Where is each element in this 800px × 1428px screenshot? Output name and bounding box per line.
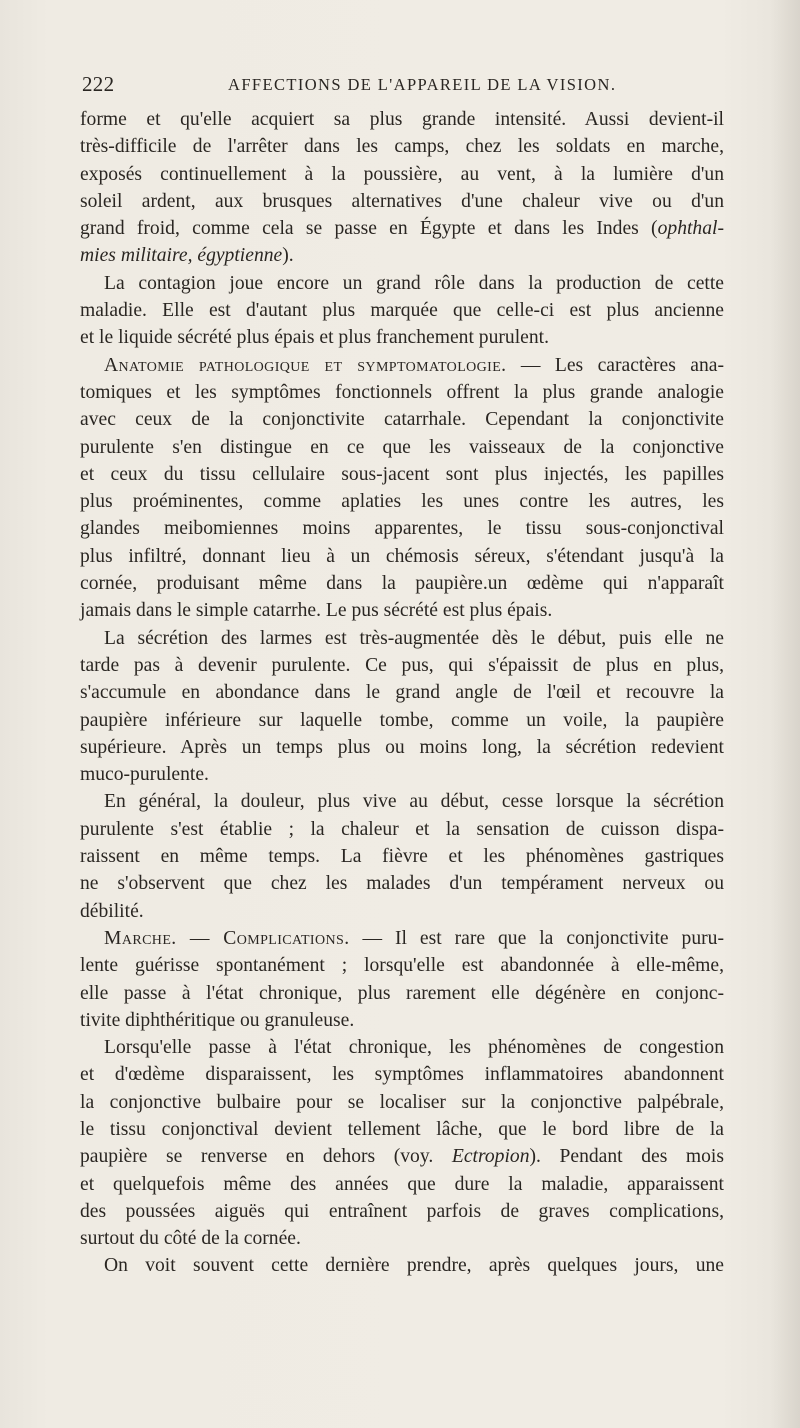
text-line: jamais dans le simple catarrhe. Le pus sécrété est plus épais. <box>80 600 553 622</box>
text-line: soleil ardent, aux brusques alternatives d'une chaleur vive ou d'un <box>80 190 724 212</box>
text-line: la conjonctive bulbaire pour se localiser sur la conjonctive palpébrale, <box>80 1091 724 1113</box>
text-line: tomiques et les symptômes fonctionnels offrent la plus grande analogie <box>80 381 724 403</box>
text-line <box>80 352 724 379</box>
text-line: et ceux du tissu cellulaire sous-jacent sont plus injectés, les papilles <box>80 463 724 485</box>
body-text <box>80 106 724 1280</box>
text-line: tivite diphthéritique ou granuleuse. <box>80 1009 355 1031</box>
text-line: le tissu conjonctival devient tellement lâche, que le bord libre de la <box>80 1118 724 1140</box>
text-line: glandes meibomiennes moins apparentes, le tissu sous-conjonctival <box>80 518 724 540</box>
text-line: exposés continuellement à la poussière, au vent, à la lumière d'un <box>80 163 724 185</box>
text-line: des poussées aiguës qui entraînent parfois de graves complications, <box>80 1200 724 1222</box>
text-line: surtout du côté de la cornée. <box>80 1228 301 1250</box>
page-header <box>82 72 722 102</box>
text-line <box>80 215 724 242</box>
text-line: débilité. <box>80 900 144 922</box>
text-line: et d'œdème disparaissent, les symptômes inflammatoires abandonnent <box>80 1064 724 1086</box>
italic-term: mies militaire, égyptienne <box>80 245 283 267</box>
text-line <box>80 242 724 269</box>
text-line: et quelquefois même des années que dure la maladie, apparaissent <box>80 1173 724 1195</box>
page-edge-shadow <box>770 0 800 1428</box>
text-line: purulente s'en distingue en ce que les vaisseaux de la conjonctive <box>80 436 724 458</box>
text-segment: grand froid, comme cela se passe en Égypte et dans les Indes ( <box>80 218 658 240</box>
text-line: Lorsqu'elle passe à l'état chronique, les phénomènes de congestion <box>104 1037 724 1059</box>
text-line: On voit souvent cette dernière prendre, après quelques jours, une <box>104 1255 724 1277</box>
running-head: AFFECTIONS DE L'APPAREIL DE LA VISION. <box>228 75 617 94</box>
text-line: cornée, produisant même dans la paupière.un œdème qui n'apparaît <box>80 573 724 595</box>
text-line: et le liquide sécrété plus épais et plus franchement purulent. <box>80 327 549 349</box>
text-line: tarde pas à devenir purulente. Ce pus, qui s'épaissit de plus en plus, <box>80 654 724 676</box>
text-line: raissent en même temps. La fièvre et les phénomènes gastriques <box>80 846 724 868</box>
text-line: plus infiltré, donnant lieu à un chémosis séreux, s'étendant jusqu'à la <box>80 545 724 567</box>
text-segment: — Il est rare que la conjonctivite puru- <box>349 927 724 949</box>
section-heading: Marche. — Complications. <box>104 927 350 949</box>
text-segment: — Les caractères ana- <box>506 354 724 376</box>
text-segment: ). <box>282 245 294 267</box>
text-line <box>80 925 724 952</box>
text-line: supérieure. Après un temps plus ou moins long, la sécrétion redevient <box>80 736 724 758</box>
text-line: La sécrétion des larmes est très-augmentée dès le début, puis elle ne <box>104 627 724 649</box>
text-line: forme et qu'elle acquiert sa plus grande intensité. Aussi devient-il <box>80 109 724 130</box>
text-line <box>80 1143 724 1170</box>
text-segment: paupière se renverse en dehors (voy. <box>80 1146 452 1168</box>
text-segment: ). Pendant des mois <box>529 1146 724 1168</box>
text-line: purulente s'est établie ; la chaleur et la sensation de cuisson dispa- <box>80 818 724 840</box>
text-line: paupière inférieure sur laquelle tombe, comme un voile, la paupière <box>80 709 724 731</box>
text-line: très-difficile de l'arrêter dans les camps, chez les soldats en marche, <box>80 136 724 158</box>
italic-term: ophthal- <box>657 218 724 240</box>
text-line: lente guérisse spontanément ; lorsqu'elle est abandonnée à elle-même, <box>80 955 724 977</box>
text-line: s'accumule en abondance dans le grand angle de l'œil et recouvre la <box>80 682 724 704</box>
text-line: muco-purulente. <box>80 764 209 786</box>
italic-term: Ectropion <box>451 1146 530 1168</box>
text-line: En général, la douleur, plus vive au début, cesse lorsque la sécrétion <box>104 791 724 813</box>
section-heading: Anatomie pathologique et symptomatologie. <box>104 354 507 376</box>
text-line: La contagion joue encore un grand rôle dans la production de cette <box>104 272 724 294</box>
text-line: maladie. Elle est d'autant plus marquée que celle-ci est plus ancienne <box>80 300 724 322</box>
text-line: elle passe à l'état chronique, plus rarement elle dégénère en conjonc- <box>80 982 724 1004</box>
text-line: avec ceux de la conjonctivite catarrhale. Cependant la conjonctivite <box>80 409 724 431</box>
text-line: ne s'observent que chez les malades d'un tempérament nerveux ou <box>80 873 724 895</box>
text-line: plus proéminentes, comme aplaties les unes contre les autres, les <box>80 491 724 513</box>
page-number: 222 <box>82 72 115 96</box>
